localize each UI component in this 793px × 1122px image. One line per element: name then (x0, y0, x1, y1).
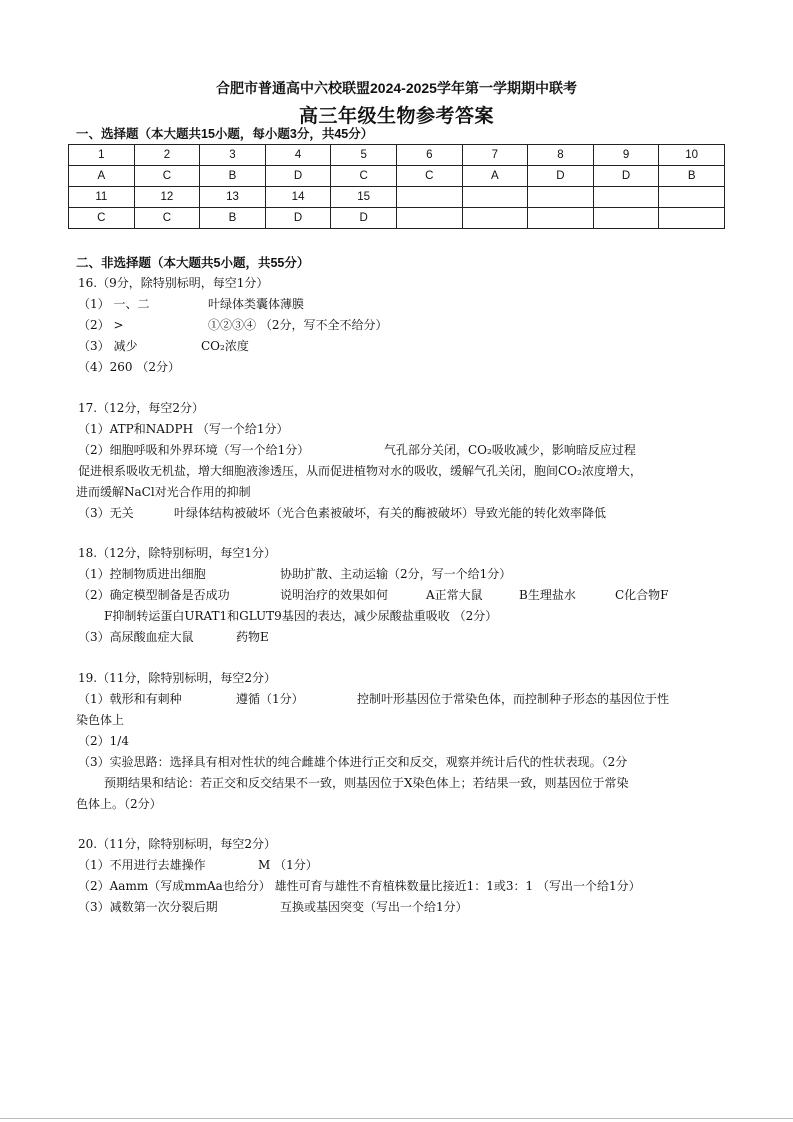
page-bottom-divider (0, 1118, 793, 1119)
q19-1-answer-a: （1）戟形和有刺种 (78, 692, 182, 706)
q16-line-2 (78, 317, 388, 333)
q19-line-5: 预期结果和结论：若正交和反交结果不一致，则基因位于X染色体上；若结果一致，则基因位于常染 (104, 776, 629, 790)
q19-line-6: 色体上。（2分） (76, 797, 162, 811)
q18-line-3: F抑制转运蛋白URAT1和GLUT9基因的表达，减少尿酸盐重吸收 （2分） (104, 609, 498, 623)
q18-4-answer-a: （3）高尿酸血症大鼠 (78, 630, 194, 644)
question-number-cell: 12 (134, 187, 200, 208)
q20-header: 20.（11分，除特别标明，每空2分） (78, 837, 276, 851)
answer-key-title: 高三年级生物参考答案 (298, 106, 494, 127)
answer-cell: C (396, 166, 462, 187)
question-number-cell: 5 (331, 145, 397, 166)
q19-1-answer-c: 控制叶形基因位于常染色体，而控制种子形态的基因位于性 (357, 692, 670, 706)
answer-cell: B (659, 166, 725, 187)
q16-header: 16.（9分，除特别标明，每空1分） (78, 276, 269, 290)
q16-1-answer-a: （1） 一、二 (78, 297, 150, 311)
q20-line-3 (78, 899, 468, 915)
q17-5-answer-a: （3）无关 (78, 506, 134, 520)
question-number-cell: 1 (69, 145, 135, 166)
answer-table-row (69, 166, 725, 187)
q18-2-answer-c: A正常大鼠 (426, 588, 483, 602)
answer-cell: C (134, 208, 200, 229)
answer-table-row (69, 187, 725, 208)
q18-1-answer-b: 协助扩散、主动运输（2分，写一个给1分） (280, 567, 512, 581)
q18-2-answer-a: （2）确定模型制备是否成功 (78, 588, 230, 602)
answer-cell: A (462, 166, 528, 187)
question-number-cell: 7 (462, 145, 528, 166)
q20-1-answer-a: （1）不用进行去雄操作 (78, 858, 206, 872)
q16-line-3 (78, 338, 249, 354)
answer-table-row (69, 145, 725, 166)
question-number-cell: 3 (200, 145, 266, 166)
q18-2-answer-d: B生理盐水 (519, 588, 576, 602)
exam-title: 合肥市普通高中六校联盟2024-2025学年第一学期期中联考 (216, 80, 577, 96)
answer-cell (528, 208, 594, 229)
q16-2-answer-a: （2） > (78, 318, 124, 332)
q17-header: 17.（12分，每空2分） (78, 401, 204, 415)
q20-3-answer-a: （3）减数第一次分裂后期 (78, 900, 218, 914)
question-number-cell: 11 (69, 187, 135, 208)
q16-line-1 (78, 296, 305, 312)
q18-line-4 (78, 629, 269, 645)
question-number-cell: 6 (396, 145, 462, 166)
question-number-cell: 8 (528, 145, 594, 166)
q20-line-1 (78, 857, 318, 873)
q16-2-answer-b: ①②③④ （2分，写不全不给分） (208, 318, 388, 332)
q17-2-answer-a: （2）细胞呼吸和外界环境（写一个给1分） (78, 443, 310, 457)
q18-header: 18.（12分，除特别标明，每空1分） (78, 546, 276, 560)
q18-2-answer-e: C化合物F (615, 588, 669, 602)
answer-cell (659, 208, 725, 229)
question-number-cell (462, 187, 528, 208)
q16-line-4: （4）260 （2分） (78, 360, 180, 374)
q17-line-2 (78, 442, 636, 458)
question-number-cell: 9 (593, 145, 659, 166)
q17-5-answer-b: 叶绿体结构被破坏（光合色素被破坏，有关的酶被破坏）导致光能的转化效率降低 (174, 506, 607, 520)
section1-heading: 一、选择题（本大题共15小题，每小题3分，共45分） (76, 127, 374, 141)
section2-heading: 二、非选择题（本大题共5小题，共55分） (76, 256, 310, 270)
answer-table (68, 144, 725, 229)
q17-line-3: 促进根系吸收无机盐，增大细胞液渗透压，从而促进植物对水的吸收，缓解气孔关闭，胞间CO₂浓度增大， (78, 464, 642, 478)
q20-1-answer-b: M （1分） (258, 858, 318, 872)
q20-line-2: （2）Aamm（写成mmAa也给分） 雄性可育与雄性不育植株数量比接近1：1或3：1 （写出一个给1分） (78, 879, 641, 893)
question-number-cell (659, 187, 725, 208)
q17-2-answer-b: 气孔部分关闭，CO₂吸收减少，影响暗反应过程 (384, 443, 636, 457)
question-number-cell: 15 (331, 187, 397, 208)
answer-cell (593, 208, 659, 229)
answer-cell: D (331, 208, 397, 229)
answer-cell: D (265, 208, 331, 229)
question-number-cell (396, 187, 462, 208)
answer-cell: B (200, 166, 266, 187)
q19-line-3: （2）1/4 (78, 734, 129, 748)
q16-3-answer-a: （3） 减少 (78, 339, 138, 353)
q18-line-2 (78, 587, 669, 603)
answer-cell: C (134, 166, 200, 187)
question-number-cell: 2 (134, 145, 200, 166)
q17-line-5 (78, 505, 607, 521)
q18-4-answer-b: 药物E (236, 630, 269, 644)
q18-1-answer-a: （1）控制物质进出细胞 (78, 567, 206, 581)
question-number-cell (593, 187, 659, 208)
answer-cell: C (69, 208, 135, 229)
q17-line-4: 进而缓解NaCl对光合作用的抑制 (76, 485, 251, 499)
question-number-cell: 14 (265, 187, 331, 208)
q18-line-1 (78, 566, 512, 582)
question-number-cell (528, 187, 594, 208)
answer-cell: C (331, 166, 397, 187)
q20-3-answer-b: 互换或基因突变（写出一个给1分） (280, 900, 468, 914)
answer-cell (462, 208, 528, 229)
q19-line-2: 染色体上 (76, 713, 125, 727)
answer-cell: B (200, 208, 266, 229)
question-number-cell: 13 (200, 187, 266, 208)
answer-table-row (69, 208, 725, 229)
q16-1-answer-b: 叶绿体类囊体薄膜 (208, 297, 305, 311)
answer-cell: D (528, 166, 594, 187)
q16-3-answer-b: CO₂浓度 (201, 339, 249, 353)
answer-cell: D (265, 166, 331, 187)
answer-cell: D (593, 166, 659, 187)
q18-2-answer-b: 说明治疗的效果如何 (280, 588, 389, 602)
q19-line-1 (78, 691, 670, 707)
q19-header: 19.（11分，除特别标明，每空2分） (78, 671, 276, 685)
q19-line-4: （3）实验思路：选择具有相对性状的纯合雌雄个体进行正交和反交，观察并统计后代的性状表现。（2分 (78, 755, 628, 769)
q17-line-1: （1）ATP和NADPH （写一个给1分） (78, 422, 289, 436)
answer-cell (396, 208, 462, 229)
answer-cell: A (69, 166, 135, 187)
question-number-cell: 10 (659, 145, 725, 166)
question-number-cell: 4 (265, 145, 331, 166)
q19-1-answer-b: 遵循（1分） (236, 692, 304, 706)
